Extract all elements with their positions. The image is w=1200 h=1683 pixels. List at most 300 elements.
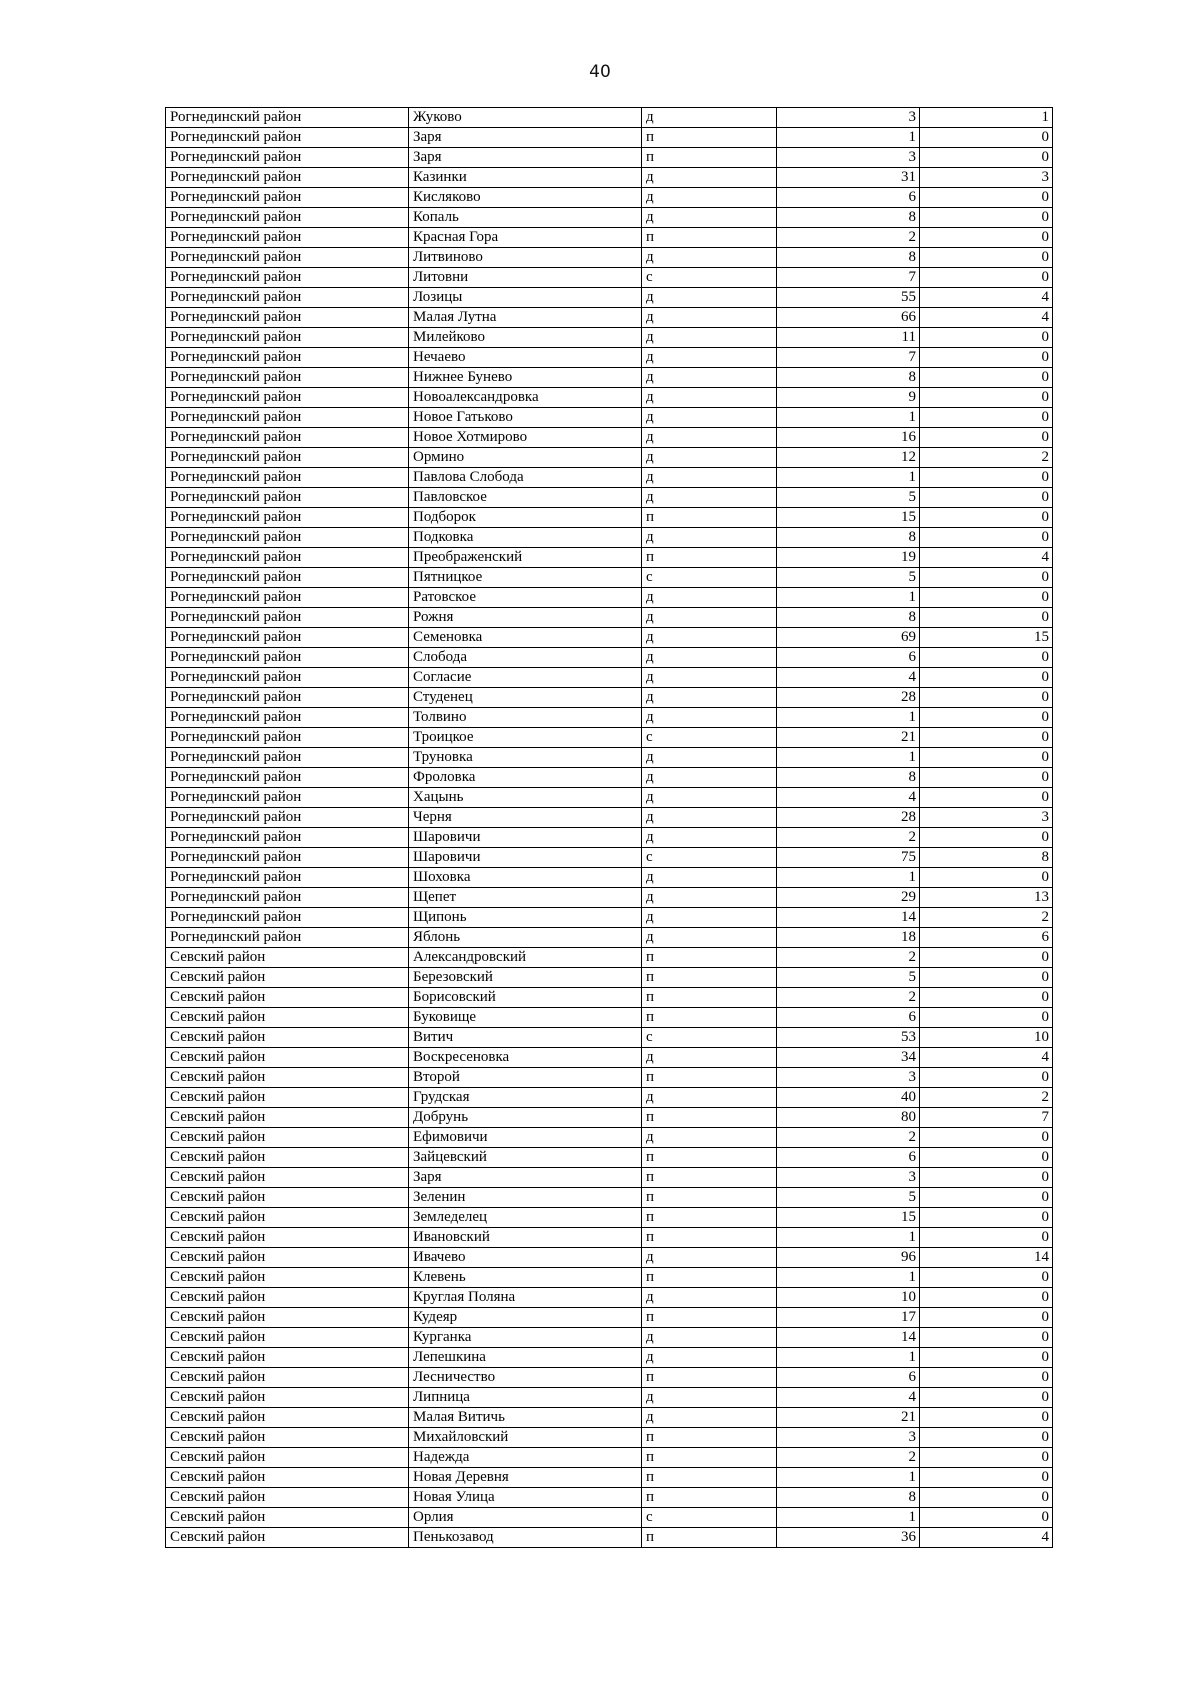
value-a-cell: 1: [777, 128, 920, 148]
type-cell: п: [642, 1468, 777, 1488]
value-b-cell: 0: [920, 1168, 1053, 1188]
table-row: [166, 668, 1053, 688]
type-cell: п: [642, 228, 777, 248]
district-cell: Рогнединский район: [166, 128, 409, 148]
district-cell: Севский район: [166, 1368, 409, 1388]
value-b-cell: 0: [920, 1288, 1053, 1308]
type-cell: д: [642, 1408, 777, 1428]
value-b-cell: 13: [920, 888, 1053, 908]
district-cell: Рогнединский район: [166, 648, 409, 668]
district-cell: Рогнединский район: [166, 888, 409, 908]
value-b-cell: 0: [920, 528, 1053, 548]
district-cell: Севский район: [166, 1428, 409, 1448]
value-b-cell: 0: [920, 1188, 1053, 1208]
district-cell: Севский район: [166, 1168, 409, 1188]
settlement-cell: Рожня: [409, 608, 642, 628]
district-cell: Севский район: [166, 1408, 409, 1428]
district-cell: Севский район: [166, 1208, 409, 1228]
settlement-cell: Новое Хотмирово: [409, 428, 642, 448]
type-cell: п: [642, 1268, 777, 1288]
table-row: [166, 1068, 1053, 1088]
type-cell: д: [642, 388, 777, 408]
settlement-cell: Нечаево: [409, 348, 642, 368]
value-b-cell: 0: [920, 828, 1053, 848]
value-b-cell: 0: [920, 948, 1053, 968]
value-a-cell: 8: [777, 528, 920, 548]
table-row: [166, 788, 1053, 808]
settlement-cell: Милейково: [409, 328, 642, 348]
value-b-cell: 0: [920, 508, 1053, 528]
value-b-cell: 0: [920, 1388, 1053, 1408]
table-row: [166, 968, 1053, 988]
value-b-cell: 2: [920, 1088, 1053, 1108]
value-b-cell: 0: [920, 268, 1053, 288]
district-cell: Севский район: [166, 1028, 409, 1048]
settlement-cell: Михайловский: [409, 1428, 642, 1448]
value-b-cell: 14: [920, 1248, 1053, 1268]
type-cell: д: [642, 1288, 777, 1308]
table-row: [166, 1408, 1053, 1428]
value-a-cell: 75: [777, 848, 920, 868]
district-cell: Рогнединский район: [166, 568, 409, 588]
type-cell: д: [642, 808, 777, 828]
value-a-cell: 6: [777, 1368, 920, 1388]
value-b-cell: 0: [920, 1348, 1053, 1368]
value-b-cell: 4: [920, 1048, 1053, 1068]
table-row: [166, 1528, 1053, 1548]
value-a-cell: 34: [777, 1048, 920, 1068]
value-b-cell: 0: [920, 968, 1053, 988]
type-cell: д: [642, 1388, 777, 1408]
type-cell: п: [642, 1528, 777, 1548]
type-cell: д: [642, 648, 777, 668]
value-b-cell: 0: [920, 1148, 1053, 1168]
type-cell: с: [642, 268, 777, 288]
table-row: [166, 588, 1053, 608]
table-row: [166, 1368, 1053, 1388]
table-row: [166, 1188, 1053, 1208]
table-row: [166, 1168, 1053, 1188]
district-cell: Севский район: [166, 1128, 409, 1148]
value-b-cell: 0: [920, 1008, 1053, 1028]
district-cell: Севский район: [166, 1448, 409, 1468]
value-a-cell: 6: [777, 1008, 920, 1028]
district-cell: Рогнединский район: [166, 468, 409, 488]
settlement-cell: Лесничество: [409, 1368, 642, 1388]
value-a-cell: 31: [777, 168, 920, 188]
table-row: [166, 488, 1053, 508]
settlement-cell: Согласие: [409, 668, 642, 688]
type-cell: д: [642, 628, 777, 648]
settlement-cell: Заря: [409, 1168, 642, 1188]
district-cell: Севский район: [166, 1488, 409, 1508]
settlement-cell: Павлова Слобода: [409, 468, 642, 488]
value-a-cell: 96: [777, 1248, 920, 1268]
district-cell: Рогнединский район: [166, 788, 409, 808]
type-cell: д: [642, 1328, 777, 1348]
value-a-cell: 12: [777, 448, 920, 468]
district-cell: Севский район: [166, 1508, 409, 1528]
district-cell: Рогнединский район: [166, 348, 409, 368]
settlement-cell: Яблонь: [409, 928, 642, 948]
settlement-cell: Пятницкое: [409, 568, 642, 588]
district-cell: Рогнединский район: [166, 708, 409, 728]
district-cell: Рогнединский район: [166, 608, 409, 628]
table-row: [166, 1288, 1053, 1308]
type-cell: д: [642, 1128, 777, 1148]
settlement-cell: Кисляково: [409, 188, 642, 208]
type-cell: д: [642, 768, 777, 788]
value-b-cell: 0: [920, 768, 1053, 788]
type-cell: п: [642, 1228, 777, 1248]
district-cell: Рогнединский район: [166, 748, 409, 768]
table-row: [166, 328, 1053, 348]
table-row: [166, 288, 1053, 308]
table-row: [166, 688, 1053, 708]
type-cell: д: [642, 288, 777, 308]
settlement-cell: Воскресеновка: [409, 1048, 642, 1068]
table-row: [166, 948, 1053, 968]
value-a-cell: 1: [777, 1468, 920, 1488]
settlement-cell: Березовский: [409, 968, 642, 988]
value-b-cell: 0: [920, 608, 1053, 628]
table-row: [166, 408, 1053, 428]
type-cell: д: [642, 928, 777, 948]
value-a-cell: 1: [777, 708, 920, 728]
type-cell: п: [642, 988, 777, 1008]
value-a-cell: 3: [777, 148, 920, 168]
settlement-cell: Шаровичи: [409, 828, 642, 848]
value-b-cell: 0: [920, 248, 1053, 268]
value-a-cell: 17: [777, 1308, 920, 1328]
district-cell: Рогнединский район: [166, 148, 409, 168]
table-row: [166, 748, 1053, 768]
table-row: [166, 808, 1053, 828]
type-cell: п: [642, 1008, 777, 1028]
value-a-cell: 19: [777, 548, 920, 568]
value-b-cell: 0: [920, 128, 1053, 148]
district-cell: Рогнединский район: [166, 528, 409, 548]
value-b-cell: 3: [920, 808, 1053, 828]
table-row: [166, 1388, 1053, 1408]
settlement-cell: Второй: [409, 1068, 642, 1088]
district-cell: Севский район: [166, 1468, 409, 1488]
settlement-cell: Троицкое: [409, 728, 642, 748]
settlement-cell: Новая Улица: [409, 1488, 642, 1508]
value-a-cell: 1: [777, 868, 920, 888]
value-b-cell: 0: [920, 748, 1053, 768]
district-cell: Севский район: [166, 1288, 409, 1308]
settlement-cell: Заря: [409, 128, 642, 148]
table-row: [166, 388, 1053, 408]
table-row: [166, 308, 1053, 328]
settlement-cell: Пенькозавод: [409, 1528, 642, 1548]
district-cell: Рогнединский район: [166, 588, 409, 608]
type-cell: д: [642, 888, 777, 908]
value-b-cell: 0: [920, 1208, 1053, 1228]
settlement-cell: Фроловка: [409, 768, 642, 788]
type-cell: п: [642, 1428, 777, 1448]
district-cell: Рогнединский район: [166, 368, 409, 388]
value-a-cell: 9: [777, 388, 920, 408]
value-b-cell: 0: [920, 208, 1053, 228]
type-cell: д: [642, 468, 777, 488]
district-cell: Рогнединский район: [166, 488, 409, 508]
type-cell: п: [642, 128, 777, 148]
value-b-cell: 6: [920, 928, 1053, 948]
type-cell: п: [642, 1068, 777, 1088]
settlement-cell: Борисовский: [409, 988, 642, 1008]
settlement-cell: Хацынь: [409, 788, 642, 808]
value-b-cell: 0: [920, 788, 1053, 808]
type-cell: п: [642, 1108, 777, 1128]
type-cell: п: [642, 1168, 777, 1188]
value-a-cell: 5: [777, 568, 920, 588]
type-cell: с: [642, 728, 777, 748]
table-row: [166, 1148, 1053, 1168]
district-cell: Рогнединский район: [166, 688, 409, 708]
type-cell: д: [642, 308, 777, 328]
district-cell: Рогнединский район: [166, 668, 409, 688]
value-b-cell: 0: [920, 708, 1053, 728]
value-a-cell: 1: [777, 588, 920, 608]
settlement-cell: Заря: [409, 148, 642, 168]
value-a-cell: 3: [777, 1168, 920, 1188]
settlement-cell: Новая Деревня: [409, 1468, 642, 1488]
district-cell: Рогнединский район: [166, 508, 409, 528]
table-row: [166, 1228, 1053, 1248]
value-a-cell: 14: [777, 908, 920, 928]
type-cell: д: [642, 1088, 777, 1108]
table-row: [166, 1248, 1053, 1268]
table-row: [166, 448, 1053, 468]
value-a-cell: 8: [777, 208, 920, 228]
table-row: [166, 368, 1053, 388]
settlement-cell: Толвино: [409, 708, 642, 728]
value-b-cell: 8: [920, 848, 1053, 868]
settlement-cell: Ивановский: [409, 1228, 642, 1248]
value-b-cell: 0: [920, 488, 1053, 508]
district-cell: Севский район: [166, 1088, 409, 1108]
value-b-cell: 10: [920, 1028, 1053, 1048]
settlement-cell: Курганка: [409, 1328, 642, 1348]
value-a-cell: 2: [777, 228, 920, 248]
type-cell: д: [642, 348, 777, 368]
type-cell: п: [642, 1368, 777, 1388]
district-cell: Рогнединский район: [166, 928, 409, 948]
district-cell: Рогнединский район: [166, 628, 409, 648]
district-cell: Севский район: [166, 1248, 409, 1268]
value-b-cell: 0: [920, 468, 1053, 488]
type-cell: д: [642, 1348, 777, 1368]
value-b-cell: 0: [920, 1228, 1053, 1248]
type-cell: п: [642, 948, 777, 968]
value-a-cell: 6: [777, 188, 920, 208]
type-cell: д: [642, 448, 777, 468]
value-b-cell: 0: [920, 1488, 1053, 1508]
district-cell: Рогнединский район: [166, 548, 409, 568]
table-row: [166, 208, 1053, 228]
value-a-cell: 8: [777, 1488, 920, 1508]
value-a-cell: 69: [777, 628, 920, 648]
table-row: [166, 108, 1053, 128]
value-b-cell: 0: [920, 1328, 1053, 1348]
settlement-cell: Малая Лутна: [409, 308, 642, 328]
value-a-cell: 7: [777, 268, 920, 288]
settlement-cell: Ефимовичи: [409, 1128, 642, 1148]
table-row: [166, 1028, 1053, 1048]
table-row: [166, 848, 1053, 868]
settlement-cell: Подборок: [409, 508, 642, 528]
value-a-cell: 6: [777, 1148, 920, 1168]
type-cell: д: [642, 608, 777, 628]
type-cell: д: [642, 248, 777, 268]
type-cell: д: [642, 788, 777, 808]
settlements-table: [165, 107, 1053, 1548]
value-a-cell: 66: [777, 308, 920, 328]
settlement-cell: Шаровичи: [409, 848, 642, 868]
district-cell: Рогнединский район: [166, 768, 409, 788]
settlement-cell: Щепет: [409, 888, 642, 908]
type-cell: п: [642, 148, 777, 168]
district-cell: Рогнединский район: [166, 108, 409, 128]
table-row: [166, 628, 1053, 648]
settlement-cell: Витич: [409, 1028, 642, 1048]
value-b-cell: 0: [920, 1468, 1053, 1488]
value-a-cell: 2: [777, 1448, 920, 1468]
value-b-cell: 0: [920, 328, 1053, 348]
district-cell: Севский район: [166, 948, 409, 968]
type-cell: с: [642, 568, 777, 588]
type-cell: д: [642, 368, 777, 388]
value-b-cell: 0: [920, 388, 1053, 408]
district-cell: Севский район: [166, 1008, 409, 1028]
value-a-cell: 4: [777, 788, 920, 808]
type-cell: д: [642, 828, 777, 848]
table-row: [166, 248, 1053, 268]
settlement-cell: Круглая Поляна: [409, 1288, 642, 1308]
table-row: [166, 1488, 1053, 1508]
table-row: [166, 1508, 1053, 1528]
settlement-cell: Жуково: [409, 108, 642, 128]
value-b-cell: 0: [920, 228, 1053, 248]
table-row: [166, 1308, 1053, 1328]
type-cell: д: [642, 208, 777, 228]
table-row: [166, 168, 1053, 188]
type-cell: д: [642, 708, 777, 728]
district-cell: Севский район: [166, 1148, 409, 1168]
district-cell: Севский район: [166, 1268, 409, 1288]
table-row: [166, 1448, 1053, 1468]
district-cell: Рогнединский район: [166, 288, 409, 308]
value-a-cell: 2: [777, 988, 920, 1008]
table-row: [166, 508, 1053, 528]
table-row: [166, 868, 1053, 888]
value-b-cell: 0: [920, 648, 1053, 668]
district-cell: Рогнединский район: [166, 408, 409, 428]
value-b-cell: 2: [920, 908, 1053, 928]
type-cell: д: [642, 428, 777, 448]
value-b-cell: 0: [920, 1068, 1053, 1088]
value-a-cell: 6: [777, 648, 920, 668]
value-b-cell: 0: [920, 1268, 1053, 1288]
district-cell: Севский район: [166, 1328, 409, 1348]
table-row: [166, 1008, 1053, 1028]
value-b-cell: 0: [920, 1508, 1053, 1528]
value-a-cell: 15: [777, 508, 920, 528]
value-b-cell: 0: [920, 668, 1053, 688]
type-cell: д: [642, 908, 777, 928]
table-row: [166, 188, 1053, 208]
table-row: [166, 1208, 1053, 1228]
settlement-cell: Красная Гора: [409, 228, 642, 248]
settlement-cell: Зеленин: [409, 1188, 642, 1208]
value-b-cell: 0: [920, 368, 1053, 388]
value-b-cell: 0: [920, 588, 1053, 608]
district-cell: Севский район: [166, 1108, 409, 1128]
district-cell: Севский район: [166, 1048, 409, 1068]
district-cell: Севский район: [166, 1388, 409, 1408]
value-b-cell: 0: [920, 1448, 1053, 1468]
settlement-cell: Кудеяр: [409, 1308, 642, 1328]
value-a-cell: 8: [777, 608, 920, 628]
type-cell: п: [642, 1308, 777, 1328]
table-row: [166, 1468, 1053, 1488]
table-row: [166, 1128, 1053, 1148]
value-a-cell: 80: [777, 1108, 920, 1128]
value-b-cell: 0: [920, 428, 1053, 448]
table-row: [166, 888, 1053, 908]
district-cell: Рогнединский район: [166, 188, 409, 208]
type-cell: п: [642, 1448, 777, 1468]
type-cell: д: [642, 1048, 777, 1068]
value-a-cell: 15: [777, 1208, 920, 1228]
table-row: [166, 1328, 1053, 1348]
value-a-cell: 7: [777, 348, 920, 368]
type-cell: п: [642, 968, 777, 988]
table-row: [166, 1268, 1053, 1288]
table-row: [166, 708, 1053, 728]
settlement-cell: Грудская: [409, 1088, 642, 1108]
value-a-cell: 21: [777, 1408, 920, 1428]
district-cell: Рогнединский район: [166, 828, 409, 848]
table-row: [166, 228, 1053, 248]
value-b-cell: 0: [920, 1128, 1053, 1148]
value-a-cell: 8: [777, 768, 920, 788]
settlement-cell: Орлия: [409, 1508, 642, 1528]
settlement-cell: Клевень: [409, 1268, 642, 1288]
table-row: [166, 548, 1053, 568]
settlement-cell: Надежда: [409, 1448, 642, 1468]
settlement-cell: Лепешкина: [409, 1348, 642, 1368]
value-b-cell: 7: [920, 1108, 1053, 1128]
value-a-cell: 18: [777, 928, 920, 948]
value-b-cell: 0: [920, 988, 1053, 1008]
settlement-cell: Земледелец: [409, 1208, 642, 1228]
settlement-cell: Лозицы: [409, 288, 642, 308]
value-a-cell: 4: [777, 1388, 920, 1408]
settlement-cell: Ратовское: [409, 588, 642, 608]
table-row: [166, 348, 1053, 368]
value-b-cell: 0: [920, 688, 1053, 708]
table-row: [166, 568, 1053, 588]
value-a-cell: 1: [777, 468, 920, 488]
district-cell: Рогнединский район: [166, 168, 409, 188]
value-b-cell: 0: [920, 348, 1053, 368]
table-row: [166, 648, 1053, 668]
settlement-cell: Добрунь: [409, 1108, 642, 1128]
district-cell: Рогнединский район: [166, 228, 409, 248]
